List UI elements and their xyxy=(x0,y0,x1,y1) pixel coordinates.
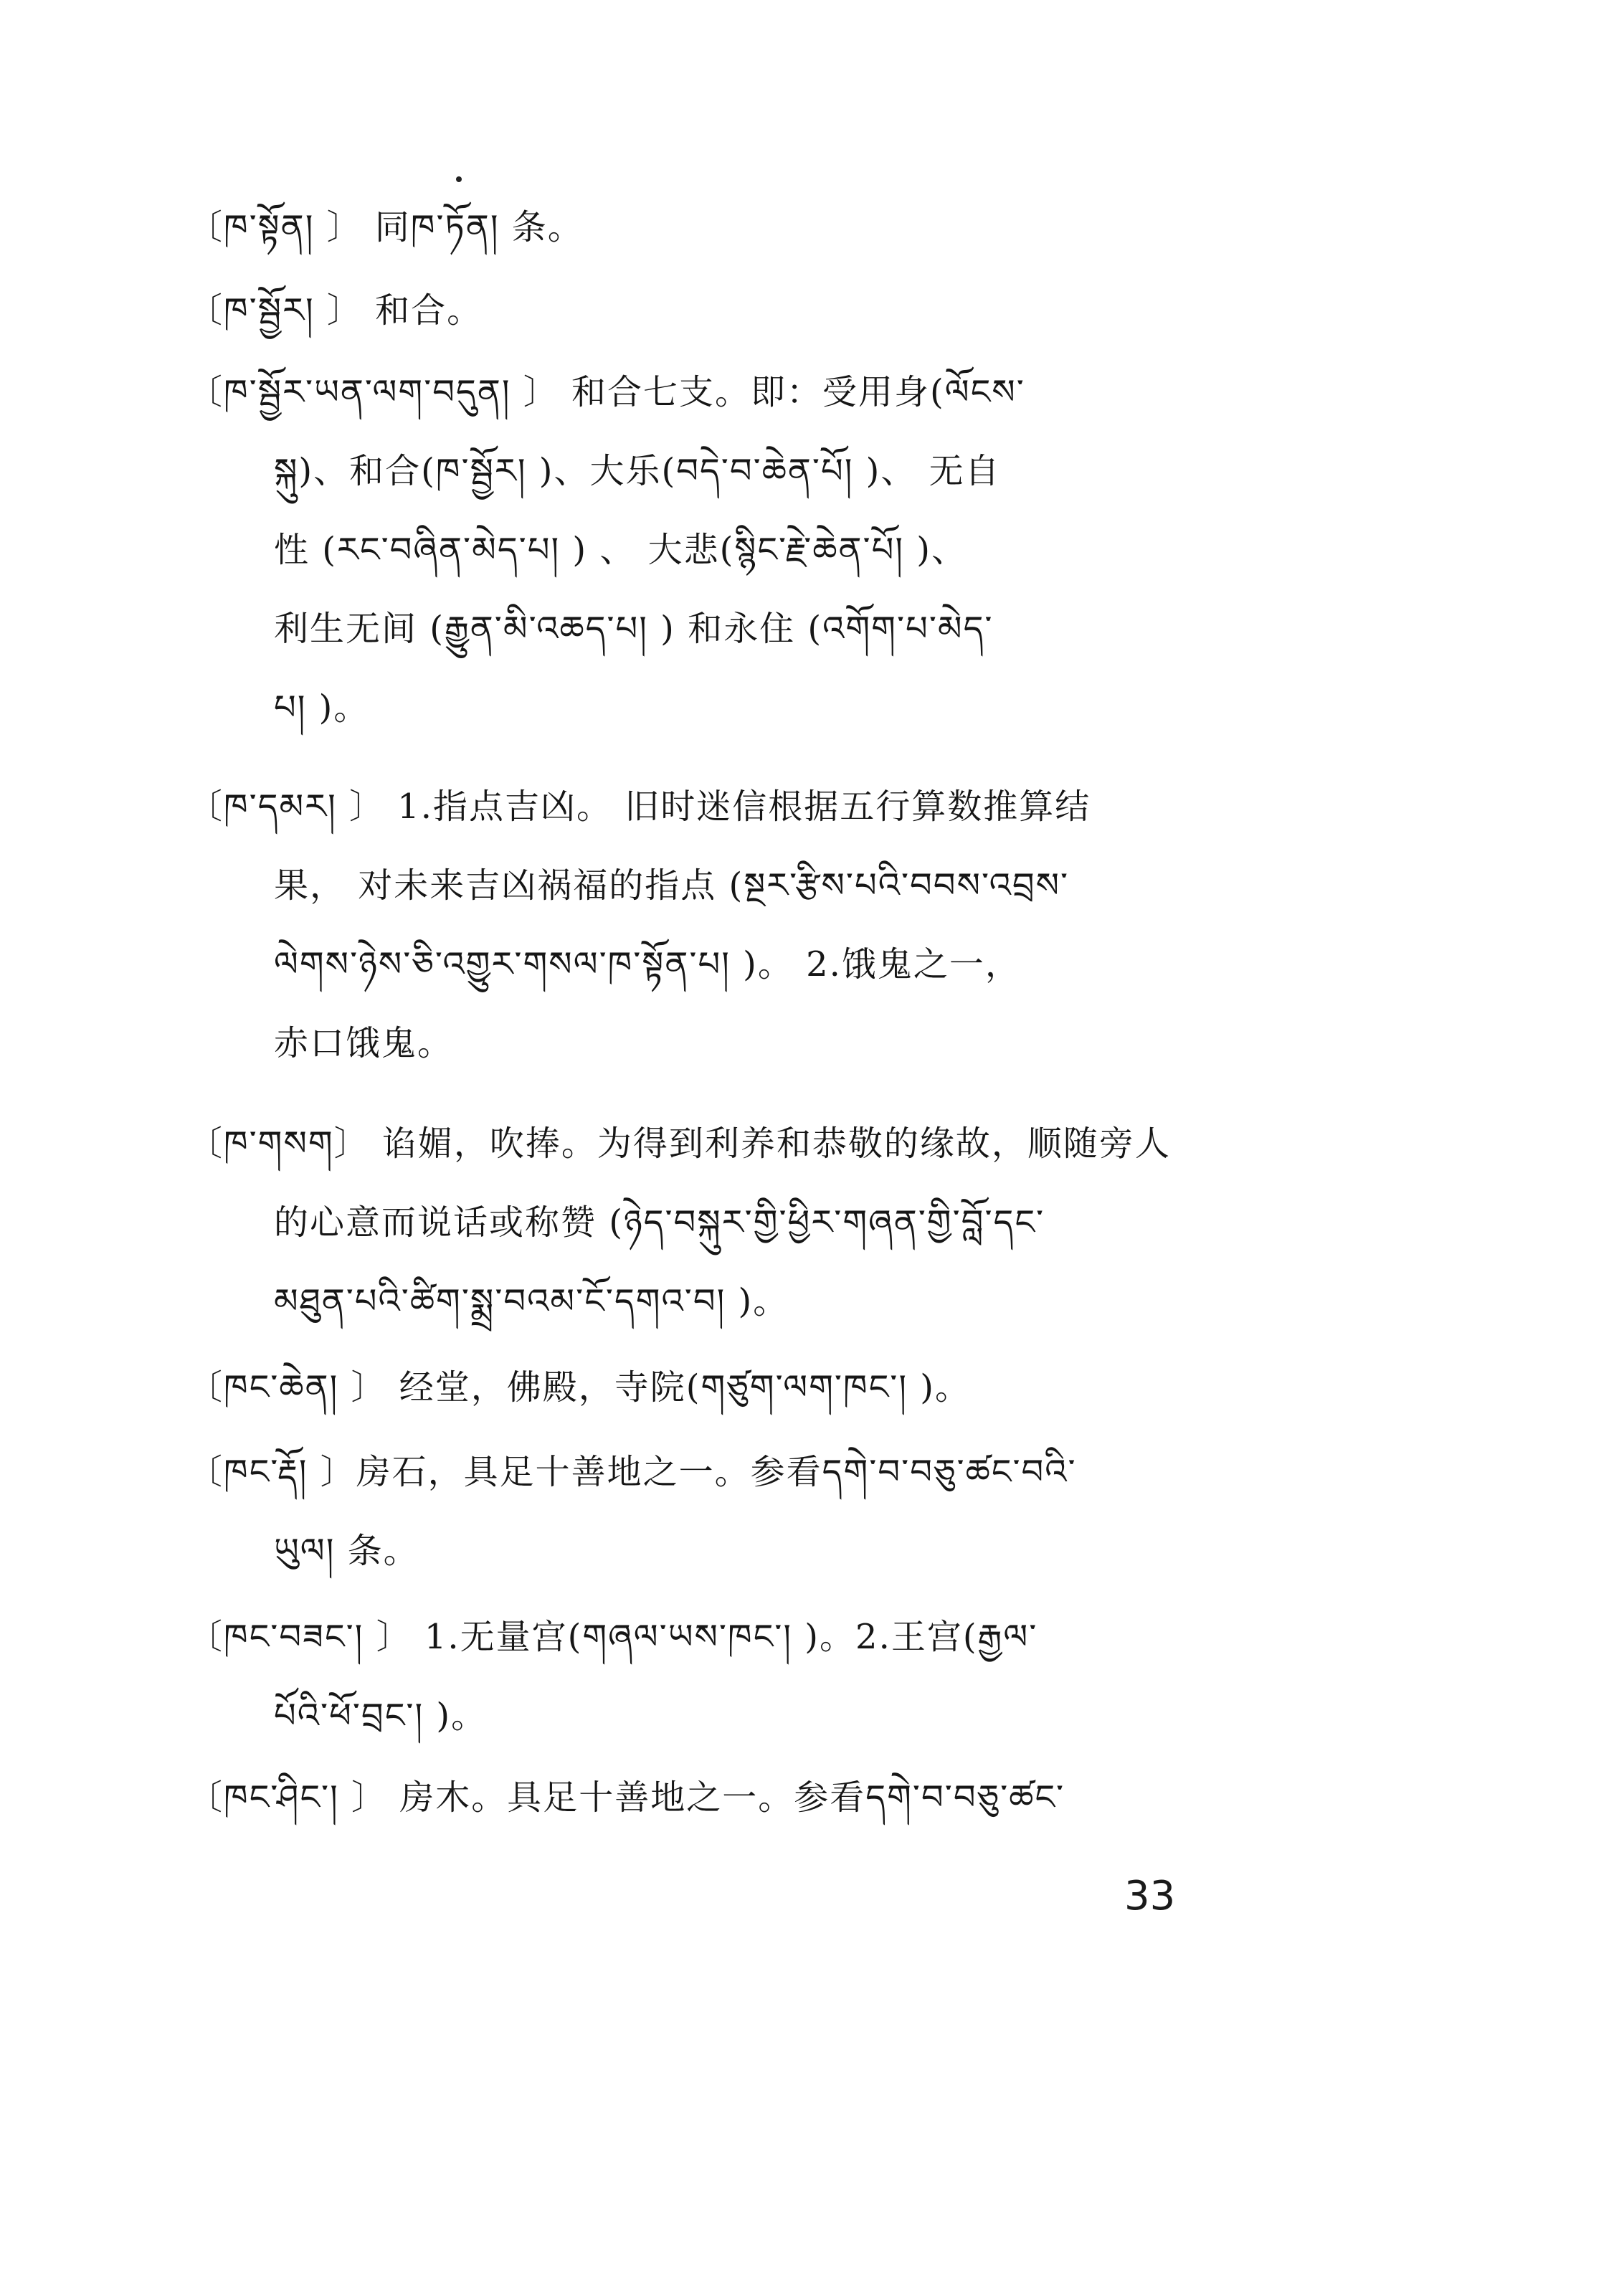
entry-khang-bzang xyxy=(188,1597,1278,1755)
entry-text: སྐུ)、和合(ཁ་སྦྱོར། )、大乐(བདེ་བ་ཆེན་པོ། )、 无自 xyxy=(274,451,1001,491)
entry-line xyxy=(188,1433,1278,1511)
entry-line xyxy=(188,353,1278,432)
entry-line xyxy=(188,188,1278,267)
entry-text: 〔ཁང་ཆེན། 〕 经堂，佛殿，寺院(གཙུག་ལག་ཁང་། )。 xyxy=(188,1367,971,1407)
entry-line xyxy=(188,1104,1278,1183)
entry-text: པོའི་ཕོ་བྲང་། )。 xyxy=(274,1696,488,1736)
entry-khang-chen xyxy=(188,1348,1278,1427)
entry-line-continuation xyxy=(188,1511,1278,1590)
entry-line-continuation xyxy=(188,1004,1278,1083)
entry-text: 利生无间 (རྒྱུན་མི་འཆད་པ། ) 和永住 (འགོག་པ་མེད་ xyxy=(274,609,994,649)
entry-text: པ། )。 xyxy=(274,688,370,728)
entry-line xyxy=(188,767,1278,846)
entry-text: 性 (རང་བཞིན་མེད་པ། ) 、 大悲(སྙིང་རྗེ་ཆེན་པོ། )、 xyxy=(274,530,968,570)
entry-text: 〔ཁང་རྡོ། 〕房石，具足十善地之一。参看དགེ་བ་བཅུ་ཚང་བའི་ xyxy=(188,1452,1077,1492)
entry-line-continuation xyxy=(188,511,1278,589)
entry-line xyxy=(188,1348,1278,1427)
page-number: 33 xyxy=(1124,1873,1176,1919)
entry-text: 〔ཁང་བཟང་། 〕 1.无量宫(གཞལ་ཡས་ཁང་། )。2.王宫(རྒྱལ་ xyxy=(188,1617,1038,1657)
entry-line-continuation xyxy=(188,432,1278,511)
entry-khang-rdo xyxy=(188,1433,1278,1590)
entry-text: 〔ཁང་ཤིང་། 〕 房木。具足十善地之一。参看དགེ་བ་བཅུ་ཚང་ xyxy=(188,1777,1065,1818)
entry-text: ལེགས་ཉེས་ཅི་འགྱུར་གསལ་ཁ་སྟོན་པ། )。 2.饿鬼之一， xyxy=(274,944,1021,984)
entry-text: 〔ཁ་སྦྱོར། 〕 和合。 xyxy=(188,290,483,331)
entry-line-continuation xyxy=(188,925,1278,1004)
entry-khang-shing xyxy=(188,1758,1278,1837)
entry-text: མཐུན་པའི་ཚིག་སྨྲ་བའམ་ངོ་དགའ་བ། )。 xyxy=(274,1281,789,1321)
entry-line-continuation xyxy=(188,846,1278,925)
entry-text: 赤口饿鬼。 xyxy=(274,1023,454,1063)
entry-text: 〔ཁ་གསག〕 谄媚，吹捧。为得到利养和恭敬的缘故，顺随旁人 xyxy=(188,1124,1171,1164)
entry-text: ཡུལ། 条。 xyxy=(274,1531,419,1571)
entry-kha-gsag xyxy=(188,1104,1278,1341)
entry-line-continuation xyxy=(188,589,1278,668)
entry-line-continuation xyxy=(188,1183,1278,1262)
entry-kha-sbyor-yan-lag-bdun xyxy=(188,353,1278,747)
entry-text: 的心意而说话或称赞 (ཉེད་བསྐུར་གྱི་ཕྱིར་གཞན་གྱི་བློ་དང་ xyxy=(274,1202,1045,1243)
entry-line-continuation xyxy=(188,1262,1278,1341)
entry-text: 〔ཁ་དམར། 〕 1.指点吉凶。 旧时迷信根据五行算数推算结 xyxy=(188,787,1091,827)
entry-kha-ston xyxy=(188,188,1278,267)
entry-line xyxy=(188,1758,1278,1837)
entry-line-continuation xyxy=(188,1676,1278,1755)
entry-kha-sbyor xyxy=(188,271,1278,350)
entry-line xyxy=(188,1597,1278,1676)
entry-line-continuation xyxy=(188,668,1278,747)
entry-kha-dmar xyxy=(188,767,1278,1083)
entry-text: 果， 对未来吉凶祸福的指点 (སྔར་རྩིས་པའི་བབས་འབྲས་ xyxy=(274,865,1070,906)
entry-line xyxy=(188,271,1278,350)
entry-text: 〔ཁ་སྟོན། 〕 同ཁ་ཏོན། 条。 xyxy=(188,207,584,247)
entry-text: 〔ཁ་སྦྱོར་ཡན་ལག་བདུན། 〕 和合七支。即：受用身(ལོངས་ xyxy=(188,372,1025,412)
ink-speck xyxy=(456,176,462,182)
